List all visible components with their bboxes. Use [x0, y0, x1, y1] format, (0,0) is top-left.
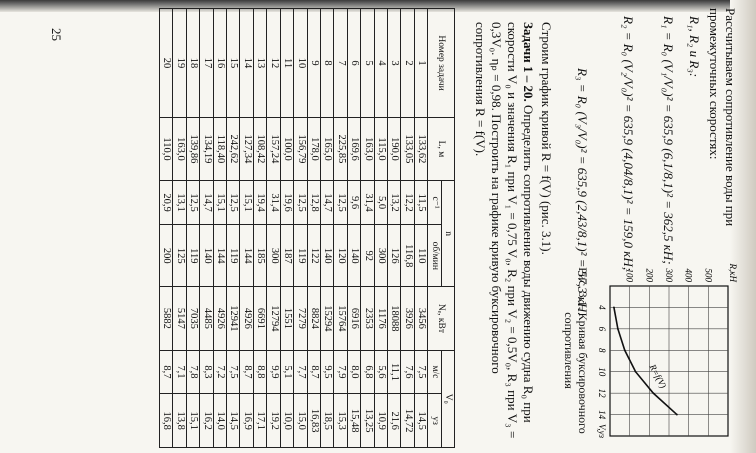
- table-cell: 18: [186, 9, 199, 118]
- table-row: [253, 9, 266, 448]
- table-cell: 12,8: [307, 180, 320, 224]
- table-cell: 18088: [387, 287, 400, 350]
- table-cell: 5882: [160, 287, 173, 350]
- table-cell: 15,1: [240, 180, 253, 224]
- table-cell: 15764: [334, 287, 347, 350]
- table-row: [213, 9, 226, 448]
- table-cell: 3456: [414, 287, 427, 350]
- table-cell: 133,05: [401, 118, 414, 181]
- table-cell: 12,2: [401, 180, 414, 224]
- table-cell: 7,7: [294, 350, 307, 394]
- series-point: [617, 328, 619, 330]
- table-cell: 10: [294, 9, 307, 118]
- task-body-2: Построить на графике кривую буксировочного сопротивления R = f(V).: [473, 22, 504, 374]
- data-table: [159, 8, 455, 448]
- series-point: [624, 349, 626, 351]
- table-cell: 110: [414, 225, 427, 287]
- table-cell: 178,0: [307, 118, 320, 181]
- table-cell: 12941: [227, 287, 240, 350]
- table-cell: 17,1: [253, 394, 266, 448]
- x-axis-label: V,уз: [597, 424, 607, 438]
- table-cell: 16: [213, 9, 226, 118]
- table-cell: 9,5: [320, 350, 333, 394]
- table-cell: 133,62: [414, 118, 427, 181]
- table-cell: 14,7: [200, 180, 213, 224]
- table-cell: 12,5: [227, 180, 240, 224]
- x-tick-label: 10: [597, 367, 607, 377]
- table-cell: 15,0: [294, 394, 307, 448]
- table-cell: 5: [361, 9, 374, 118]
- col-task-no: Номер задачи: [428, 9, 455, 118]
- x-tick-label: 8: [597, 348, 607, 353]
- table-row: [307, 9, 320, 448]
- table-cell: 6916: [347, 287, 360, 350]
- x-tick-label: 4: [597, 305, 607, 310]
- table-row: [374, 9, 387, 448]
- col-power: Nₑ, кВт: [428, 287, 455, 350]
- table-cell: 3: [387, 9, 400, 118]
- equation-r1: R₁ = R₀ (V₁/V₀)² = 635,9 (6,1/8,1)² = 362,5 кН;: [661, 16, 676, 265]
- curve-label: R=f(V): [647, 362, 669, 390]
- figure-caption: Рис. 3.1. Кривая буксировочного сопротивления: [562, 267, 590, 434]
- table-cell: 300: [374, 225, 387, 287]
- table-cell: 9,9: [267, 350, 280, 394]
- table-cell: 10,9: [374, 394, 387, 448]
- table-cell: 19: [173, 9, 186, 118]
- table-cell: 1: [414, 9, 427, 118]
- col-v-ms: м/с: [428, 350, 441, 394]
- table-cell: 7035: [186, 287, 199, 350]
- table-row: [227, 9, 240, 448]
- table-cell: 140: [200, 225, 213, 287]
- table-cell: 9,6: [347, 180, 360, 224]
- table-cell: 18,5: [320, 394, 333, 448]
- table-cell: 5,0: [374, 180, 387, 224]
- table-cell: 144: [213, 225, 226, 287]
- series-point: [676, 414, 678, 416]
- table-cell: 15,1: [186, 394, 199, 448]
- x-tick-label: 12: [597, 388, 607, 398]
- table-cell: 15: [227, 9, 240, 118]
- table-cell: 16,9: [240, 394, 253, 448]
- y-tick-label: 100: [624, 268, 635, 282]
- table-cell: 12: [267, 9, 280, 118]
- table-cell: 14,5: [414, 394, 427, 448]
- table-cell: 13,25: [361, 394, 374, 448]
- table-cell: 125: [173, 225, 186, 287]
- table-cell: 7,2: [213, 350, 226, 394]
- table-row: [334, 9, 347, 448]
- table-cell: 15294: [320, 287, 333, 350]
- table-cell: 119: [294, 225, 307, 287]
- table-cell: 2: [401, 9, 414, 118]
- table-cell: 8,8: [253, 350, 266, 394]
- table-cell: 122: [307, 225, 320, 287]
- table-cell: 108,42: [253, 118, 266, 181]
- table-cell: 110,0: [160, 118, 173, 181]
- table-cell: 14: [240, 9, 253, 118]
- table-cell: 7,5: [227, 350, 240, 394]
- table-cell: 20,9: [160, 180, 173, 224]
- table-cell: 300: [267, 225, 280, 287]
- table-cell: 126: [387, 225, 400, 287]
- table-cell: 4485: [200, 287, 213, 350]
- series-point: [613, 307, 615, 309]
- table-cell: 119: [227, 225, 240, 287]
- table-cell: 19,4: [253, 180, 266, 224]
- table-cell: 20: [160, 9, 173, 118]
- table-cell: 12,5: [334, 180, 347, 224]
- table-cell: 9: [307, 9, 320, 118]
- y-tick-label: 500: [703, 268, 714, 282]
- y-tick-label: 400: [683, 268, 694, 282]
- col-group-n: n: [441, 180, 454, 286]
- resistance-chart: [590, 246, 740, 446]
- page-number: 25: [49, 28, 64, 41]
- table-cell: 6,8: [361, 350, 374, 394]
- rotated-page: [40, 8, 740, 448]
- table-cell: 16,8: [160, 394, 173, 448]
- table-cell: 2353: [361, 287, 374, 350]
- table-cell: 119: [186, 225, 199, 287]
- table-row: [186, 9, 199, 448]
- table-cell: 4: [374, 9, 387, 118]
- col-v-kn: уз: [428, 394, 441, 448]
- col-length: L, м: [428, 118, 455, 181]
- task-statement: [472, 8, 536, 448]
- table-cell: 14,72: [401, 394, 414, 448]
- table-cell: 13,8: [173, 394, 186, 448]
- table-cell: 21,6: [387, 394, 400, 448]
- table-cell: 163,0: [361, 118, 374, 181]
- table-row: [267, 9, 280, 448]
- plot-instruction: Строим график кривой R = f(V) (рис. 3.1).: [539, 22, 554, 255]
- table-cell: 116,8: [401, 225, 414, 287]
- table-cell: 242,62: [227, 118, 240, 181]
- y-tick-label: 300: [664, 268, 674, 282]
- table-cell: 10,0: [280, 394, 293, 448]
- table-row: [173, 9, 186, 448]
- col-n-per-s: с⁻¹: [428, 180, 441, 224]
- table-row: [320, 9, 333, 448]
- series-point: [652, 392, 654, 394]
- table-row: [240, 9, 253, 448]
- table-cell: 14,7: [320, 180, 333, 224]
- table-cell: 15,3: [334, 394, 347, 448]
- table-cell: 120: [334, 225, 347, 287]
- table-cell: 13: [253, 9, 266, 118]
- col-group-v: V₀: [441, 350, 454, 447]
- table-cell: 157,24: [267, 118, 280, 181]
- task-heading: Задачи 1 – 20.: [521, 22, 536, 102]
- y-tick-label: 200: [644, 268, 655, 282]
- table-cell: 19,6: [280, 180, 293, 224]
- table-cell: 92: [361, 225, 374, 287]
- table-cell: 12,5: [294, 180, 307, 224]
- equation-r2: R₂ = R₀ (V₂/V₀)² = 635,9 (4,04/8,1)² = 159,0 кН;: [621, 16, 636, 272]
- table-cell: 1176: [374, 287, 387, 350]
- table-cell: 11,5: [414, 180, 427, 224]
- table-cell: 7,9: [334, 350, 347, 394]
- table-cell: 118,40: [213, 118, 226, 181]
- table-cell: 169,6: [347, 118, 360, 181]
- table-row: [361, 9, 374, 448]
- table-row: [280, 9, 293, 448]
- table-cell: 5,1: [280, 350, 293, 394]
- table-cell: 8: [320, 9, 333, 118]
- task-body: Определить сопротивление воды движению судна R₀ при скорости V₀ и значения R₁ при V₁ = 0,75 V₀, R₂ при V₂ = 0,5V₀, R₃ при V₃ = 0,3V₀. ηₚ = 0,98.: [489, 22, 536, 439]
- equation-r3: R₃ = R₀ (V₃/V₀)² = 635,9 (2,43/8,1)² = 57,3 кН.: [575, 68, 590, 316]
- table-cell: 8,3: [200, 350, 213, 394]
- table-cell: 12794: [267, 287, 280, 350]
- table-cell: 100,0: [280, 118, 293, 181]
- table-cell: 6: [347, 9, 360, 118]
- table-cell: 5147: [173, 287, 186, 350]
- table-row: [160, 9, 173, 448]
- table-cell: 7,1: [173, 350, 186, 394]
- table-cell: 139,86: [186, 118, 199, 181]
- table-cell: 3926: [401, 287, 414, 350]
- table-cell: 140: [320, 225, 333, 287]
- x-tick-label: 14: [597, 410, 607, 420]
- table-cell: 31,4: [267, 180, 280, 224]
- table-cell: 11,1: [387, 350, 400, 394]
- table-cell: 4926: [213, 287, 226, 350]
- table-cell: 127,34: [240, 118, 253, 181]
- table-cell: 15,48: [347, 394, 360, 448]
- table-cell: 187: [280, 225, 293, 287]
- table-cell: 8,7: [307, 350, 320, 394]
- table-cell: 12,5: [186, 180, 199, 224]
- table-cell: 156,79: [294, 118, 307, 181]
- series-line-resistance: [614, 307, 677, 414]
- table-cell: 7,6: [401, 350, 414, 394]
- table-cell: 144: [240, 225, 253, 287]
- table-cell: 4926: [240, 287, 253, 350]
- table-cell: 134,19: [200, 118, 213, 181]
- table-cell: 17: [200, 9, 213, 118]
- table-cell: 225,85: [334, 118, 347, 181]
- table-cell: 7: [334, 9, 347, 118]
- intro-text: Рассчитываем сопротивление воды при промежуточных скоростях:: [707, 8, 738, 227]
- table-cell: 8,0: [347, 350, 360, 394]
- table-cell: 1551: [280, 287, 293, 350]
- table-cell: 13,1: [173, 180, 186, 224]
- table-cell: 140: [347, 225, 360, 287]
- table-cell: 190,0: [387, 118, 400, 181]
- series-point: [635, 371, 637, 373]
- table-cell: 16,83: [307, 394, 320, 448]
- table-cell: 8,7: [160, 350, 173, 394]
- table-cell: 185: [253, 225, 266, 287]
- y-axis-label: R,кН: [728, 263, 738, 282]
- r-list: R₁, R₂ и R₃:: [687, 16, 702, 78]
- table-row: [401, 9, 414, 448]
- table-cell: 115,0: [374, 118, 387, 181]
- table-cell: 200: [160, 225, 173, 287]
- table-cell: 14,5: [227, 394, 240, 448]
- table-cell: 165,0: [320, 118, 333, 181]
- table-cell: 8824: [307, 287, 320, 350]
- table-cell: 16,2: [200, 394, 213, 448]
- table-cell: 7279: [294, 287, 307, 350]
- table-cell: 13,2: [387, 180, 400, 224]
- table-cell: 7,8: [186, 350, 199, 394]
- table-cell: 31,4: [361, 180, 374, 224]
- table-row: [294, 9, 307, 448]
- col-n-rpm: об/мин: [428, 225, 441, 287]
- table-cell: 15,1: [213, 180, 226, 224]
- table-cell: 11: [280, 9, 293, 118]
- table-row: [387, 9, 400, 448]
- table-cell: 19,2: [267, 394, 280, 448]
- table-row: [414, 9, 427, 448]
- x-tick-label: 6: [597, 326, 607, 332]
- table-cell: 163,0: [173, 118, 186, 181]
- table-cell: 5,6: [374, 350, 387, 394]
- table-cell: 7,5: [414, 350, 427, 394]
- table-cell: 8,7: [240, 350, 253, 394]
- table-row: [200, 9, 213, 448]
- table-row: [347, 9, 360, 448]
- table-cell: 14,0: [213, 394, 226, 448]
- table-cell: 6691: [253, 287, 266, 350]
